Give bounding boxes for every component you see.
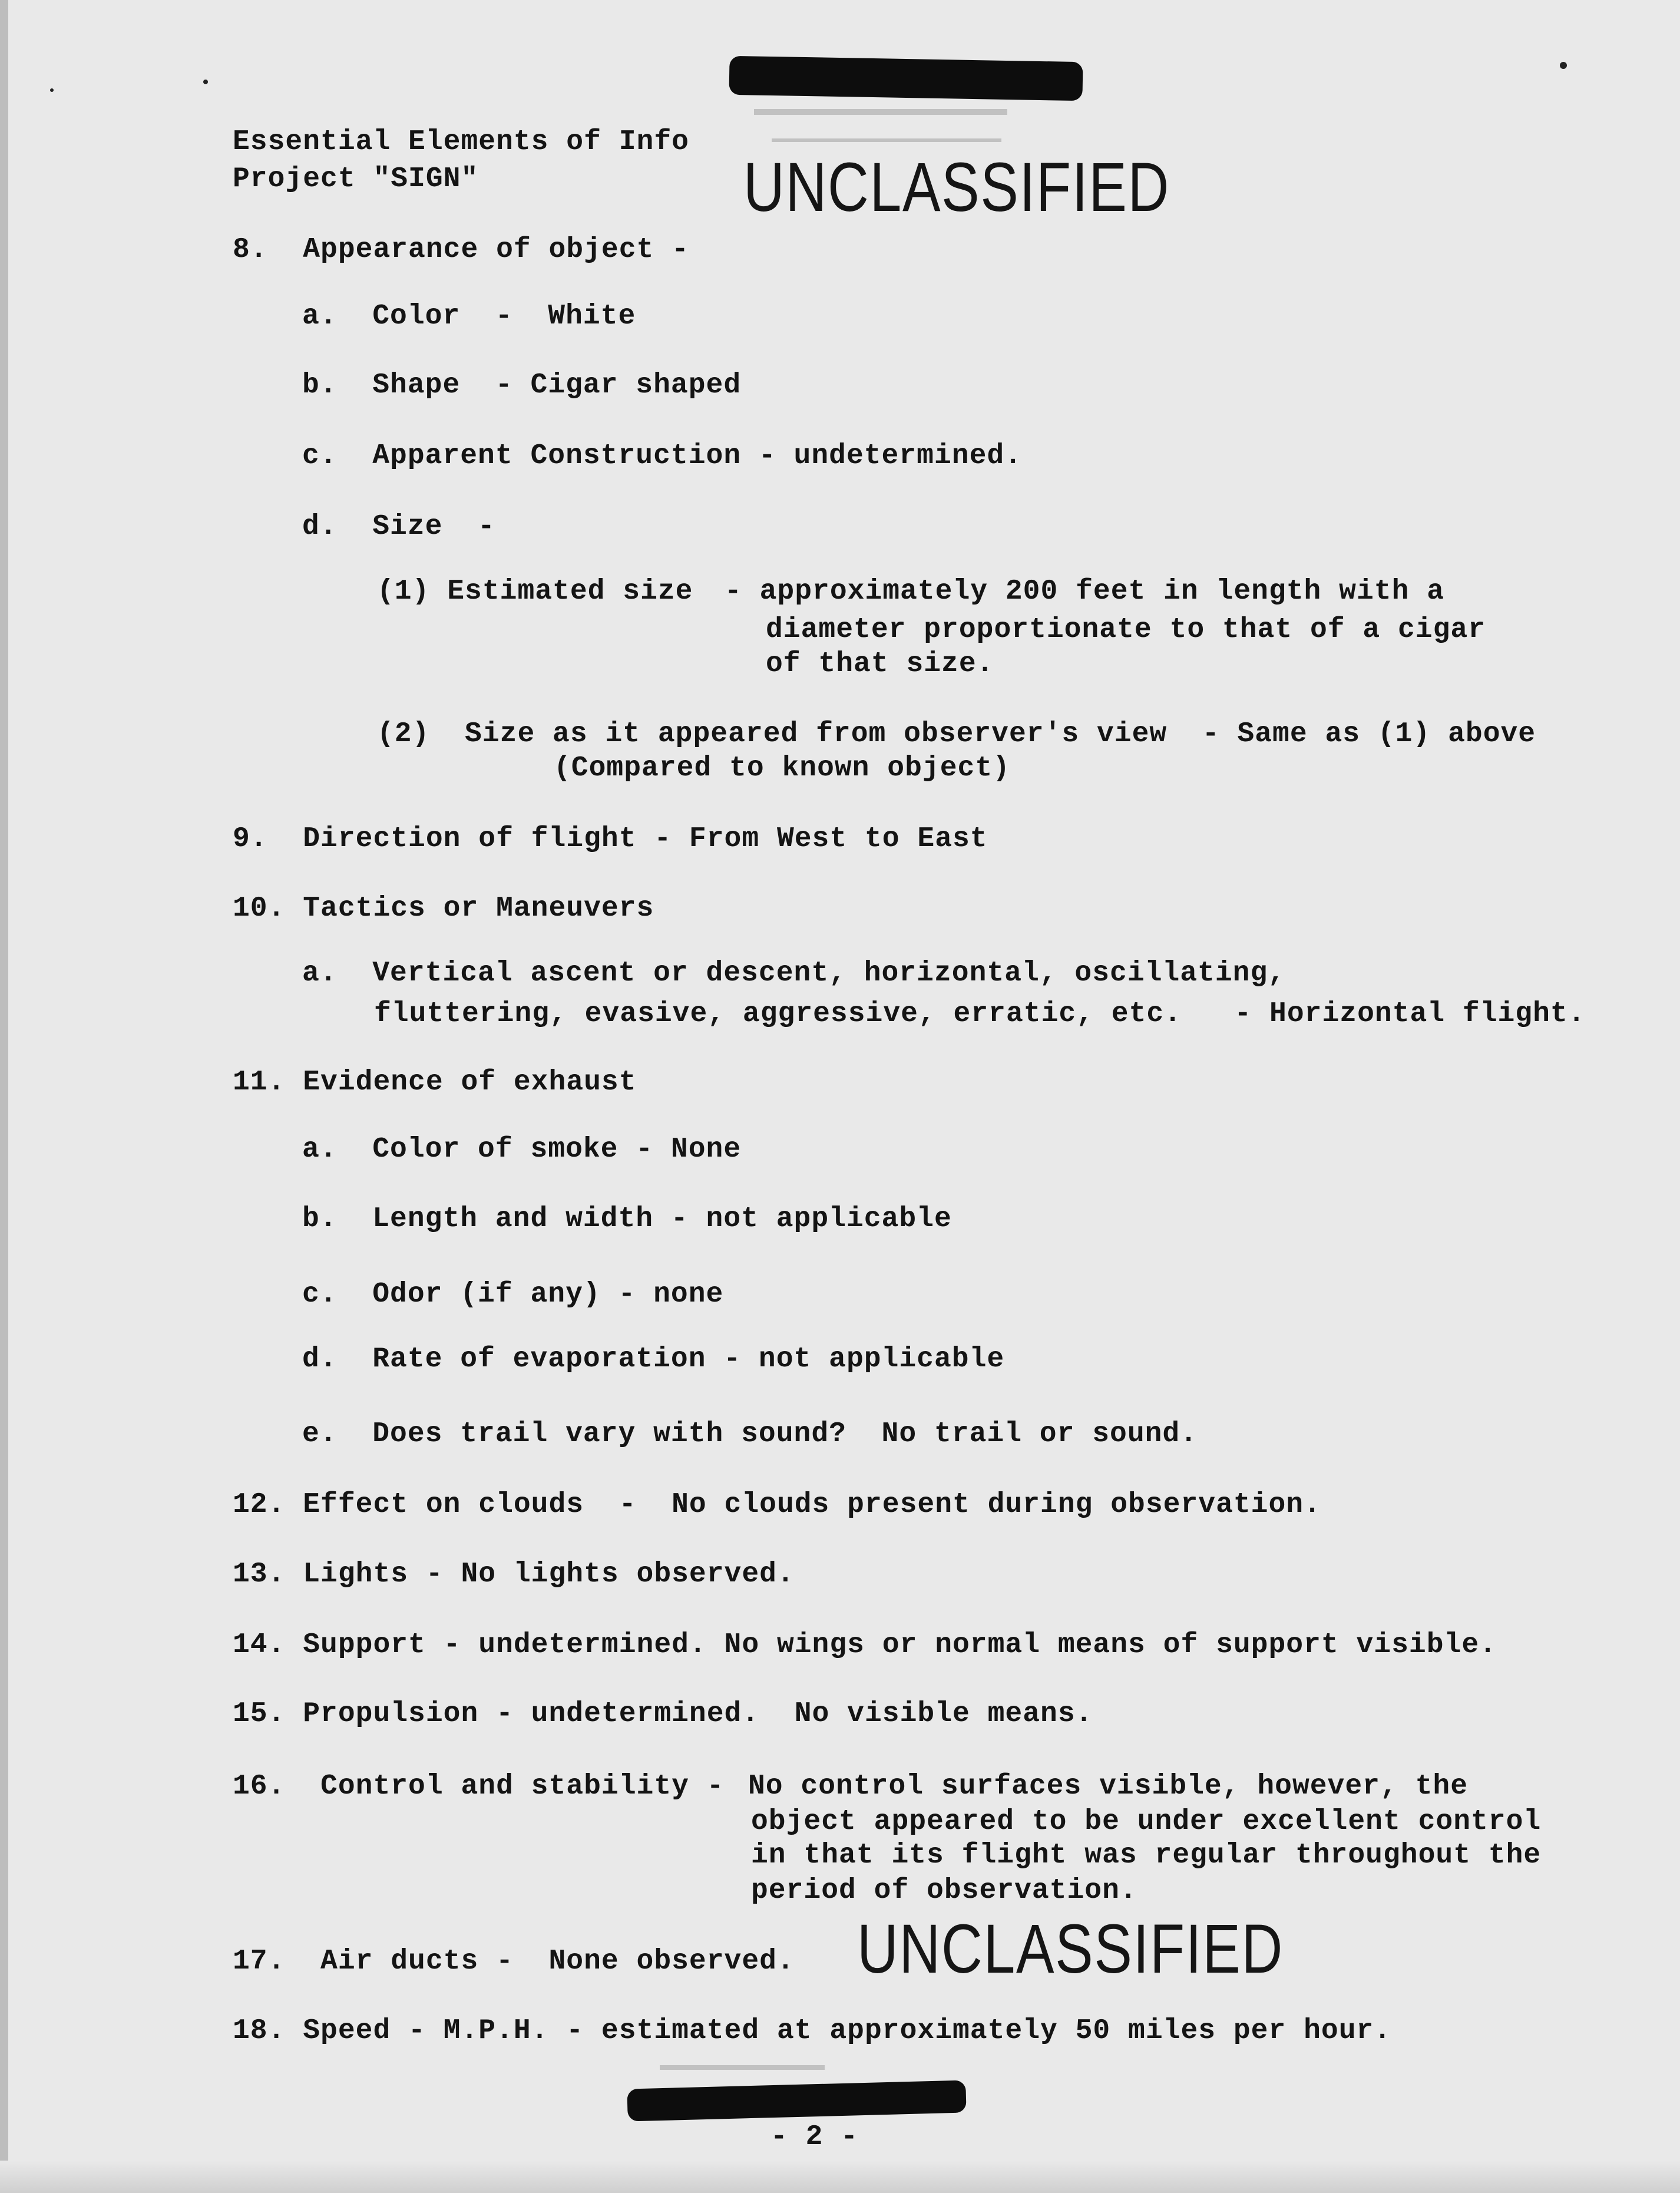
item-16-line-2: object appeared to be under excellent control [751, 1806, 1542, 1838]
item-16-line-3: in that its flight was regular throughout the [751, 1839, 1542, 1871]
item-8d1-line-2: diameter proportionate to that of a cigar [766, 614, 1486, 646]
item-9: 9. Direction of flight - From West to East [233, 823, 988, 855]
item-8: 8. Appearance of object - [233, 234, 689, 266]
item-8d1-line-1: - approximately 200 feet in length with a [725, 576, 1444, 607]
item-14: 14. Support - undetermined. No wings or normal means of support visible. [233, 1629, 1497, 1661]
item-12: 12. Effect on clouds - No clouds present during observation. [233, 1489, 1321, 1521]
item-8a: a. Color - White [302, 300, 636, 332]
item-10a-line-1: a. Vertical ascent or descent, horizontal, oscillating, [302, 957, 1286, 989]
item-11: 11. Evidence of exhaust [233, 1066, 637, 1098]
scan-smudge [754, 109, 1007, 115]
item-10a-line-2: fluttering, evasive, aggressive, erratic, etc. - Horizontal flight. [374, 998, 1586, 1030]
item-11c: c. Odor (if any) - none [302, 1279, 724, 1310]
header-line-2: Project "SIGN" [233, 163, 479, 195]
item-8d1-line-3: of that size. [766, 648, 994, 680]
scan-edge [0, 0, 8, 2193]
item-8c: c. Apparent Construction - undetermined. [302, 440, 1022, 472]
unclassified-stamp-middle: UNCLASSIFIED [857, 1910, 1284, 1988]
item-8d2-line-1: (2) Size as it appeared from observer's view - Same as (1) above [377, 718, 1536, 750]
item-11d: d. Rate of evaporation - not applicable [302, 1343, 1005, 1375]
scan-smudge [772, 138, 1001, 142]
item-8b: b. Shape - Cigar shaped [302, 369, 742, 401]
item-11b: b. Length and width - not applicable [302, 1203, 952, 1235]
item-16-line-4: period of observation. [751, 1875, 1137, 1907]
redaction-bar-top [729, 56, 1083, 101]
scan-speck [50, 88, 54, 92]
item-13: 13. Lights - No lights observed. [233, 1558, 795, 1590]
item-10: 10. Tactics or Maneuvers [233, 893, 654, 924]
scan-smudge [660, 2065, 825, 2070]
item-11a: a. Color of smoke - None [302, 1134, 742, 1165]
item-17: 17. Air ducts - None observed. [233, 1946, 795, 1977]
page-number: - 2 - [770, 2121, 859, 2153]
item-16-line-1: No control surfaces visible, however, the [748, 1771, 1468, 1802]
scan-speck [1560, 62, 1567, 69]
scan-speck [203, 80, 208, 84]
item-8d: d. Size - [302, 511, 495, 543]
header-line-1: Essential Elements of Info [233, 126, 689, 158]
item-15: 15. Propulsion - undetermined. No visible means. [233, 1698, 1093, 1730]
scan-bottom-edge [0, 2161, 1680, 2193]
redaction-bar-bottom [627, 2080, 966, 2121]
item-8d1-label: (1) Estimated size [377, 576, 693, 607]
item-11e: e. Does trail vary with sound? No trail or sound. [302, 1418, 1198, 1450]
unclassified-stamp-top: UNCLASSIFIED [743, 148, 1170, 226]
item-8d2-line-2: (Compared to known object) [554, 752, 1010, 784]
item-16-label: 16. Control and stability - [233, 1771, 725, 1802]
item-18: 18. Speed - M.P.H. - estimated at approximately 50 miles per hour. [233, 2015, 1392, 2047]
